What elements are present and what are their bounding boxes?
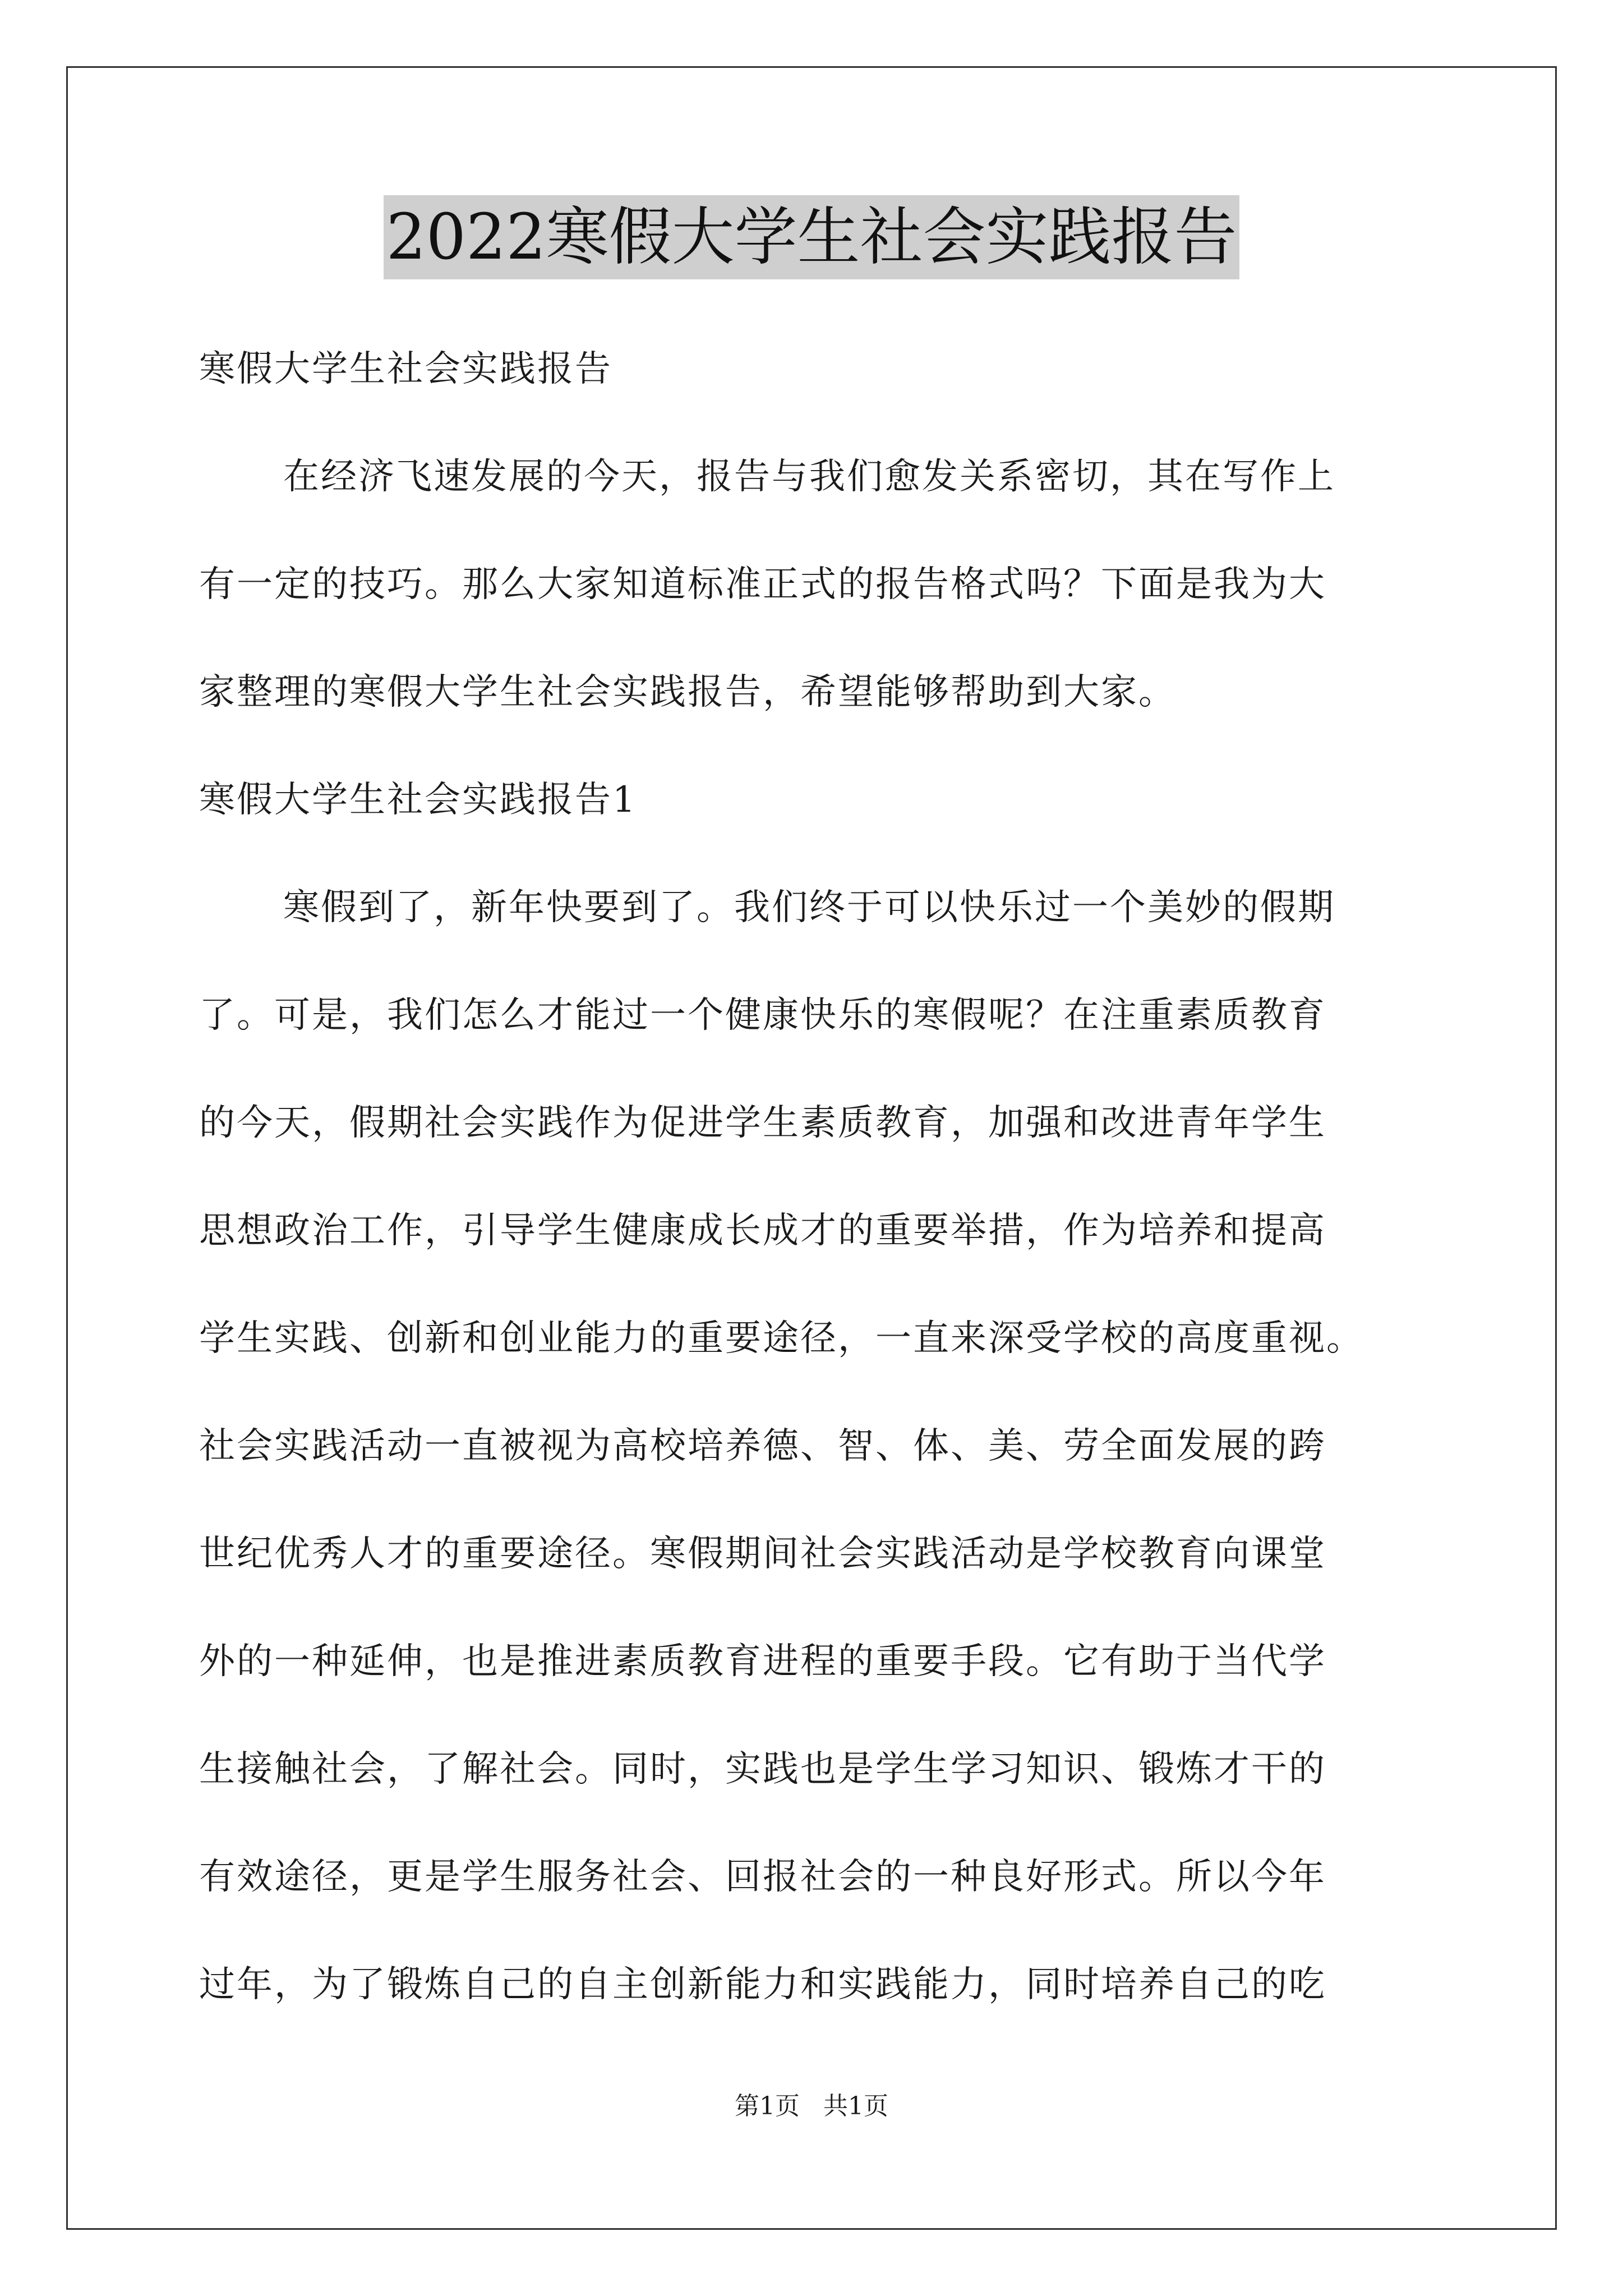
section-heading: 寒假大学生社会实践报告1	[199, 779, 637, 821]
page-footer: 第1页 共1页	[735, 2092, 888, 2120]
paragraph-line: 的今天，假期社会实践作为促进学生素质教育，加强和改进青年学生	[199, 1102, 1326, 1144]
document-title[interactable]: 2022寒假大学生社会实践报告	[384, 195, 1239, 279]
paragraph-line: 家整理的寒假大学生社会实践报告，希望能够帮助到大家。	[199, 671, 1176, 713]
body-paragraph	[199, 854, 1433, 2039]
paragraph-line: 了。可是，我们怎么才能过一个健康快乐的寒假呢？在注重素质教育	[199, 995, 1326, 1036]
paragraph-line: 有效途径，更是学生服务社会、回报社会的一种良好形式。所以今年	[199, 1856, 1326, 1898]
section-heading: 寒假大学生社会实践报告	[199, 348, 612, 390]
paragraph-line: 有一定的技巧。那么大家知道标准正式的报告格式吗？下面是我为大	[199, 564, 1326, 605]
paragraph-line: 寒假到了，新年快要到了。我们终于可以快乐过一个美妙的假期	[283, 887, 1335, 928]
paragraph-line: 在经济飞速发展的今天，报告与我们愈发关系密切，其在写作上	[283, 456, 1335, 498]
paragraph-line: 生接触社会，了解社会。同时，实践也是学生学习知识、锻炼才干的	[199, 1749, 1326, 1790]
paragraph-line: 社会实践活动一直被视为高校培养德、智、体、美、劳全面发展的跨	[199, 1425, 1326, 1467]
paragraph-line: 外的一种延伸，也是推进素质教育进程的重要手段。它有助于当代学	[199, 1641, 1326, 1682]
paragraph-line: 世纪优秀人才的重要途径。寒假期间社会实践活动是学校教育向课堂	[199, 1533, 1326, 1575]
title-container	[0, 195, 1623, 279]
paragraph-line: 思想政治工作，引导学生健康成长成才的重要举措，作为培养和提高	[199, 1210, 1326, 1251]
paragraph-line: 过年，为了锻炼自己的自主创新能力和实践能力，同时培养自己的吃	[199, 1964, 1326, 2005]
paragraph-line: 学生实践、创新和创业能力的重要途径，一直来深受学校的高度重视。	[199, 1318, 1364, 1359]
document-body	[199, 315, 1433, 2039]
intro-paragraph	[199, 423, 1433, 746]
